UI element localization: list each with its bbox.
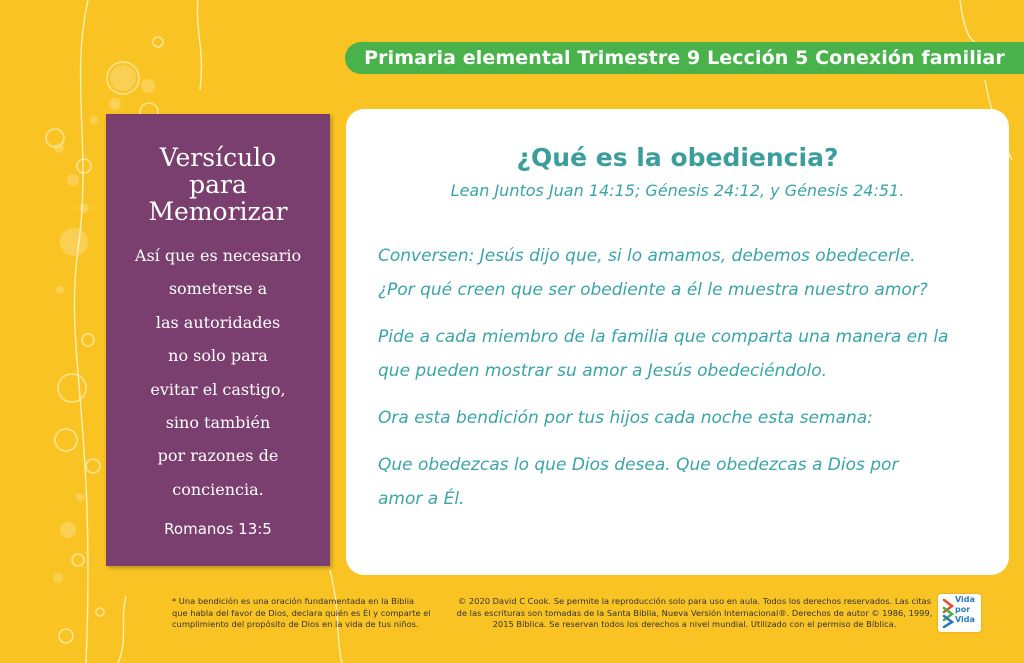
lesson-card bbox=[346, 109, 1009, 575]
verse-line: sino también bbox=[165, 413, 271, 433]
paragraph-line: Conversen: Jesús dijo que, si lo amamos, debemos obedecerle. bbox=[378, 246, 916, 266]
logo-line: por bbox=[955, 605, 971, 614]
lesson-banner bbox=[345, 42, 1024, 74]
lesson-paragraph bbox=[378, 448, 998, 516]
lesson-body bbox=[378, 239, 998, 529]
blessing-footnote: * Una bendición es una oración fundamentada en la Biblia que habla del favor de Dios, declara quién es Él y comparte el cumplimiento del propósito de Dios en la vida de tus niños. bbox=[172, 596, 431, 629]
verse-line: Así que es necesario bbox=[134, 246, 302, 265]
paragraph-line: que pueden mostrar su amor a Jesús obedeciéndolo. bbox=[378, 361, 828, 381]
vida-por-vida-logo bbox=[938, 594, 981, 632]
verse-line: evitar el castigo, bbox=[150, 379, 286, 399]
logo-line: Vida bbox=[955, 615, 975, 624]
verse-line: no solo para bbox=[168, 346, 268, 366]
verse-line: por razones de bbox=[157, 446, 279, 466]
paragraph-line: Pide a cada miembro de la familia que comparta una manera en la bbox=[378, 327, 949, 347]
logo-line: Vida bbox=[955, 595, 975, 604]
lesson-paragraph bbox=[378, 401, 998, 435]
verse-reference: Romanos 13:5 bbox=[164, 520, 272, 539]
lesson-title: ¿Qué es la obediencia? bbox=[516, 143, 839, 172]
paragraph-line: Ora esta bendición por tus hijos cada noche esta semana: bbox=[378, 408, 873, 428]
copyright-notice: © 2020 David C Cook. Se permite la reproducción solo para uso en aula. Todos los derechos reservados. Las citas de las escrituras son tomadas de la Santa Biblia, Nueva Versión Internacional®. Derechos de autor © 1986, 1999, 2015 Bíblica. Se reservan todos los derechos a nivel mundial. Utilizado con el permiso de Bíblica. bbox=[456, 596, 933, 629]
memory-verse-heading: Versículo para Memorizar bbox=[148, 143, 288, 226]
lesson-paragraph bbox=[378, 320, 998, 388]
paragraph-line: amor a Él. bbox=[378, 489, 465, 509]
reading-reference: Lean Juntos Juan 14:15; Génesis 24:12, y Génesis 24:51. bbox=[450, 181, 905, 200]
verse-line: conciencia. bbox=[172, 479, 264, 499]
lesson-paragraph bbox=[378, 239, 998, 307]
memory-verse-text bbox=[106, 239, 330, 506]
paragraph-line: ¿Por qué creen que ser obediente a él le muestra nuestro amor? bbox=[378, 280, 928, 300]
verse-line: someterse a bbox=[168, 279, 268, 299]
logo-mark-icon bbox=[941, 598, 955, 628]
memory-verse-card bbox=[106, 114, 330, 566]
paragraph-line: Que obedezcas lo que Dios desea. Que obedezcas a Dios por bbox=[378, 455, 899, 475]
logo-text bbox=[955, 595, 975, 625]
banner-title: Primaria elemental Trimestre 9 Lección 5 Conexión familiar bbox=[364, 47, 1005, 69]
verse-line: las autoridades bbox=[155, 312, 281, 332]
